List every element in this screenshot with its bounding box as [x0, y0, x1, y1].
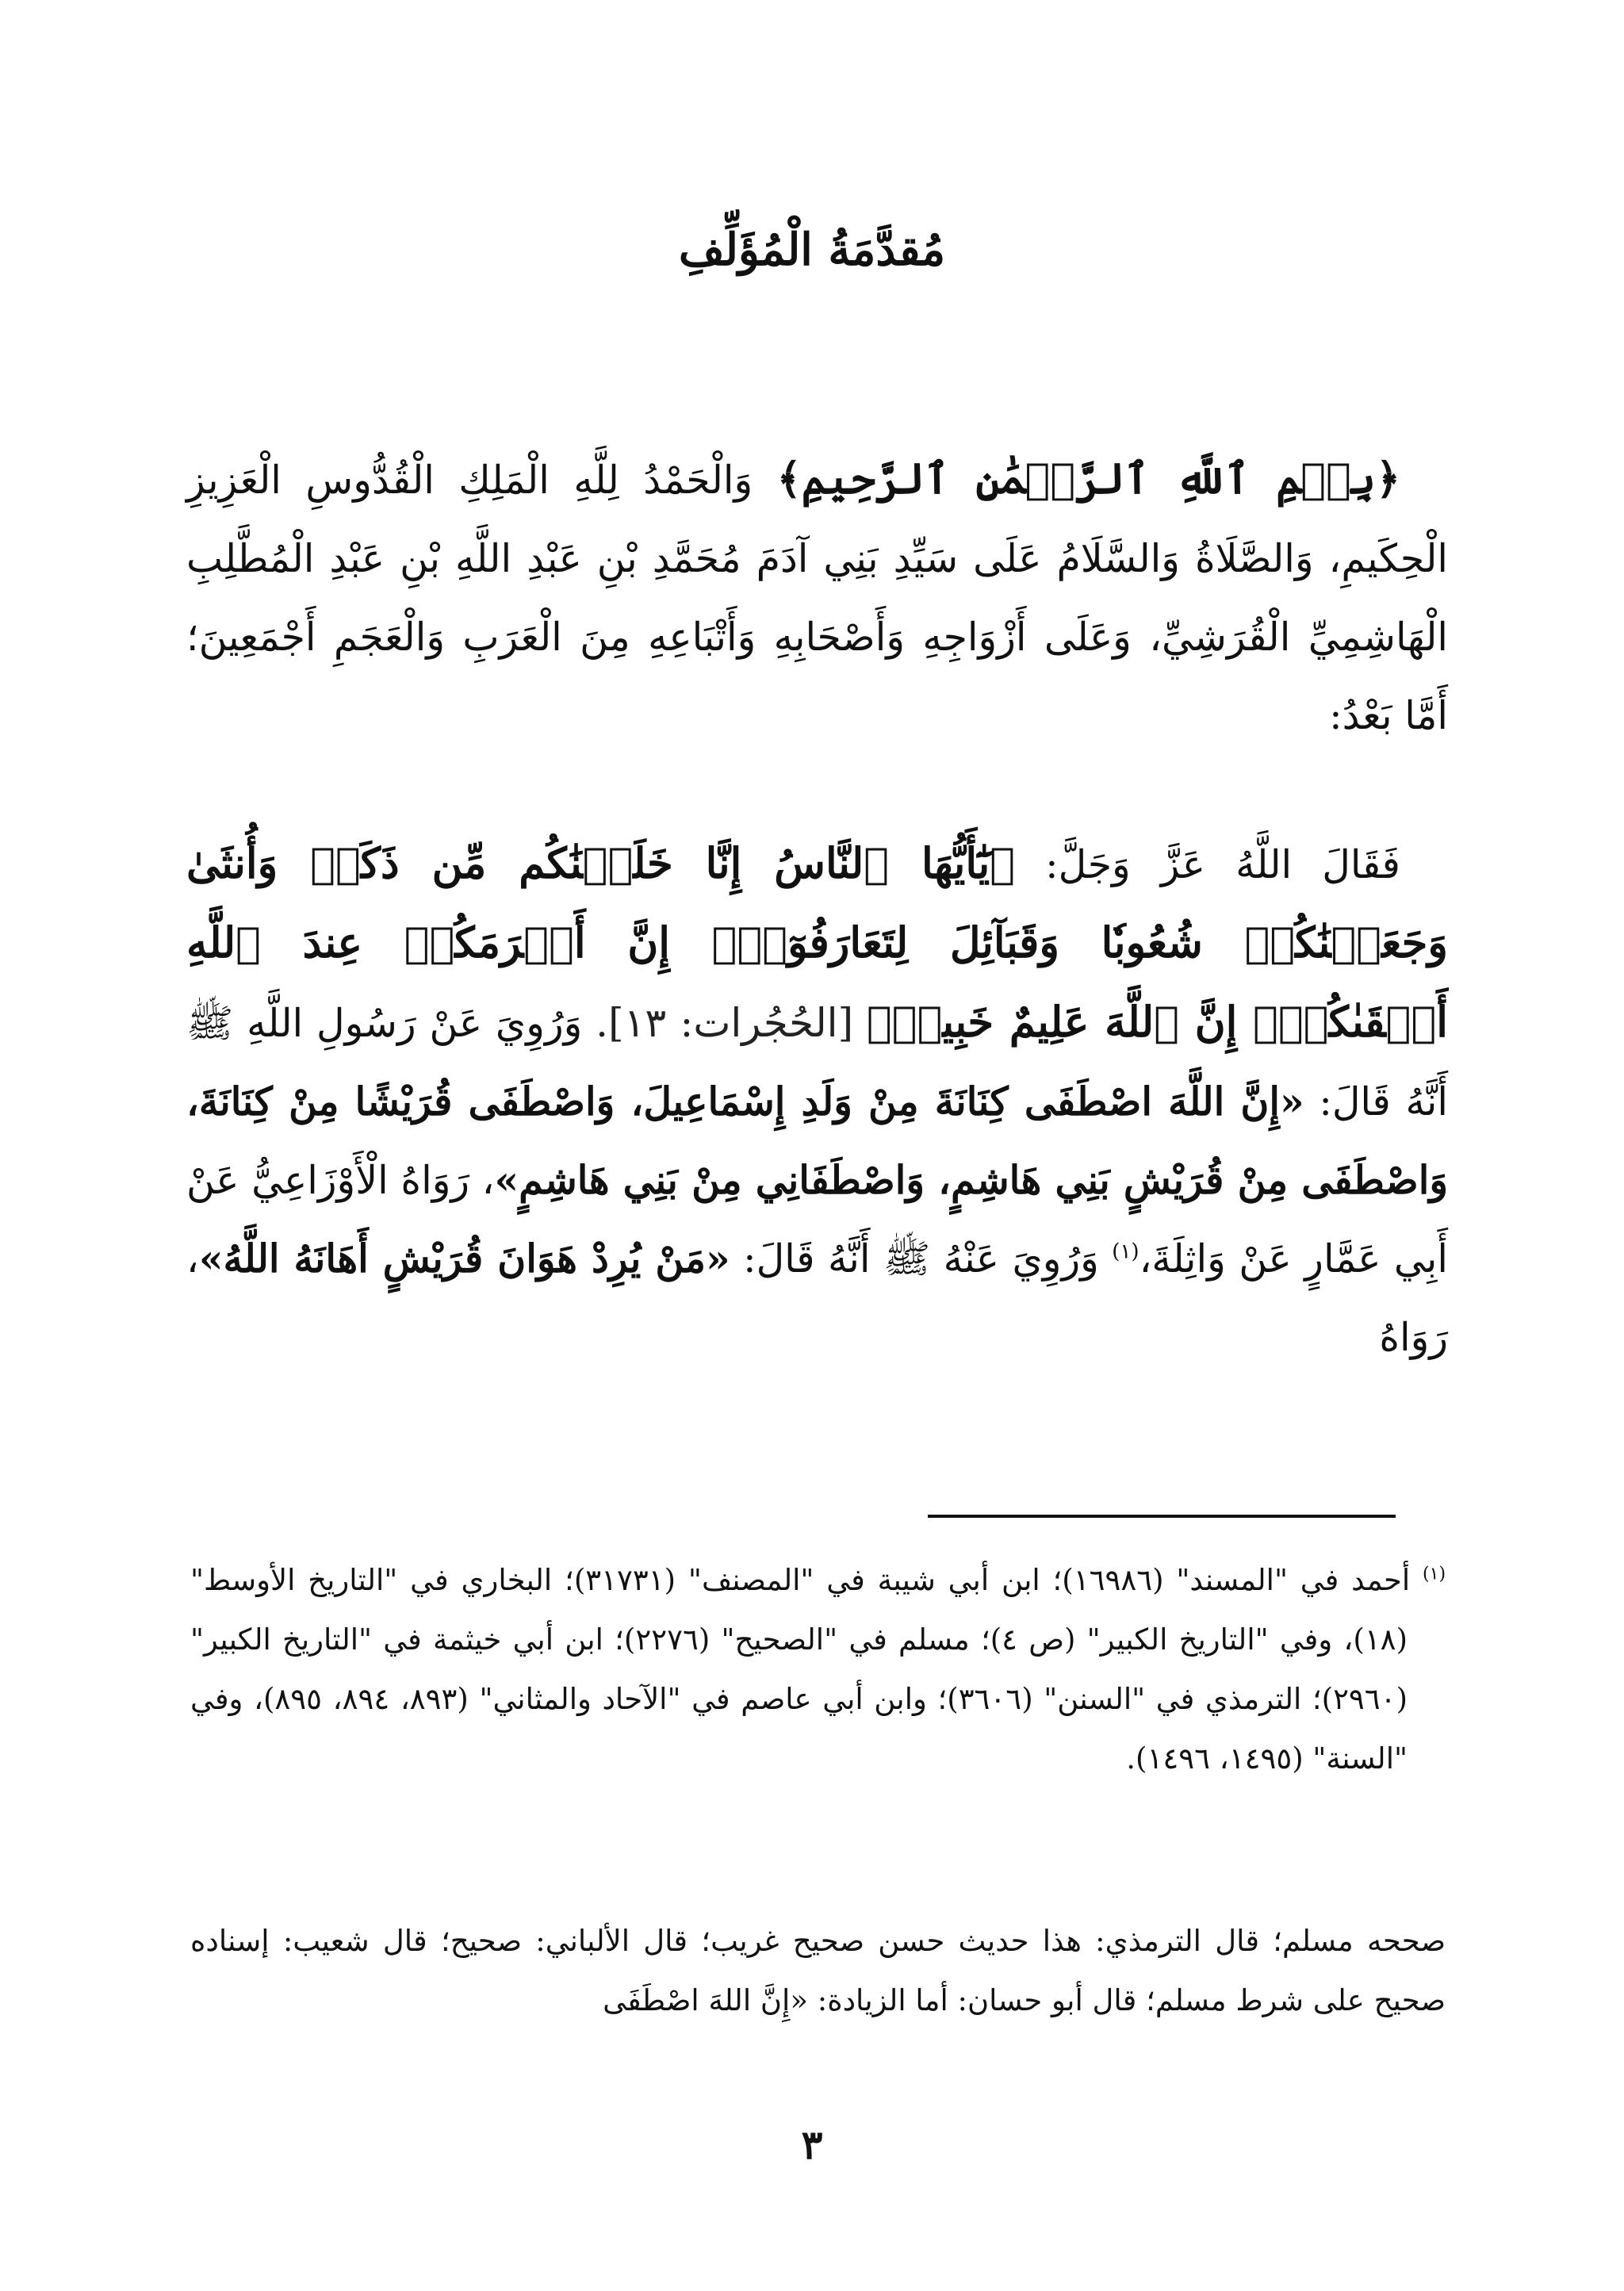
footnote-1 [190, 1550, 1446, 1788]
footnote-1-number: (١) [1423, 1564, 1446, 1584]
hadith1-narration: ، رَوَاهُ الْأَوْزَاعِيُّ عَنْ أَبِي عَمَّارٍ عَنْ وَاثِلَةَ، [186, 1158, 1449, 1282]
page-title: مُقدَّمَةُ الْمُؤَلِّفِ [678, 224, 946, 276]
hadith2-intro: وَرُوِيَ عَنْهُ ﷺ أَنَّهُ قَالَ: [743, 1236, 1099, 1282]
verse-lead: فَقَالَ اللَّهُ عَزَّ وَجَلَّ: [1045, 842, 1400, 887]
quran-verse: ﴿يَٰٓأَيُّهَا ٱلنَّاسُ إِنَّا خَلَقۡنَٰكُم مِّن ذَكَرٖ وَأُنثَىٰ وَجَعَلۡنَٰكُمۡ شُعُوبٗا وَقَبَآئِلَ لِتَعَارَفُوٓاْۚ إِنَّ أَكۡرَمَكُمۡ عِندَ ٱللَّهِ أَتۡقَىٰكُمۡۚ إِنَّ ٱللَّهَ عَلِيمٌ خَبِيرٞ﴾ [186, 839, 1448, 1047]
footnote-reference[interactable]: (١) [1112, 1239, 1139, 1264]
footnote-1-text: أحمد في "المسند" (١٦٩٨٦)؛ ابن أبي شيبة في "المصنف" (٣١٧٣١)؛ البخاري في "التاريخ الأوسط" (١٨)، وفي "التاريخ الكبير" (ص ٤)؛ مسلم في "الصحيح" (٢٢٧٦)؛ ابن أبي خيثمة في "التاريخ الكبير" (٢٩٦٠)؛ الترمذي في "السنن" (٣٦٠٦)؛ وابن أبي عاصم في "الآحاد والمثاني" (٨٩٣، ٨٩٤، ٨٩٥)، وفي "السنة" (١٤٩٥، ١٤٩٦). [190, 1563, 1411, 1776]
footnote-continuation: صححه مسلم؛ قال الترمذي: هذا حديث حسن صحيح غريب؛ قال الألباني: صحيح؛ قال شعيب: إسناده صحيح على شرط مسلم؛ قال أبو حسان: أما الزيادة: «إِنَّ اللهَ اصْطَفَى [190, 1924, 1446, 2017]
page-number: ٣ [801, 2121, 823, 2168]
hadith1-intro: وَرُوِيَ عَنْ رَسُولِ اللَّهِ ﷺ أَنَّهُ قَالَ: [186, 1001, 1448, 1124]
footnote-divider [928, 1515, 1396, 1518]
intro-paragraph [186, 440, 1448, 755]
verse-reference: [الحُجُرات: ١٣]. [596, 1000, 854, 1046]
hadith2-tail: ، رَوَاهُ [186, 1236, 1448, 1360]
hadith1-text: «إِنَّ اللَّهَ اصْطَفَى كِنَانَةَ مِنْ وَلَدِ إِسْمَاعِيلَ، وَاصْطَفَى قُرَيْشًا مِنْ كِنَانَةَ، وَاصْطَفَى مِنْ قُرَيْشٍ بَنِي هَاشِمٍ، وَاصْطَفَانِي مِنْ بَنِي هَاشِمٍ» [186, 1078, 1448, 1203]
hadith2-text: «مَنْ يُرِدْ هَوَانَ قُرَيْشٍ أَهَانَهُ اللَّهُ» [198, 1236, 730, 1282]
main-paragraph [186, 825, 1448, 1377]
basmala: ﴿بِسۡمِ ٱللَّهِ ٱلرَّحۡمَٰنِ ٱلرَّحِيمِ﴾ [776, 454, 1401, 504]
intro-text: وَالْحَمْدُ لِلَّهِ الْمَلِكِ الْقُدُّوسِ الْعَزِيزِ الْحِكَيمِ، وَالصَّلَاةُ وَالسَّلَامُ عَلَى سَيِّدِ بَنِي آدَمَ مُحَمَّدِ بْنِ عَبْدِ اللَّهِ بْنِ عَبْدِ الْمُطَّلِبِ الْهَاشِمِيِّ الْقُرَشِيِّ، وَعَلَى أَزْوَاجِهِ وَأَصْحَابِهِ وَأَتْبَاعِهِ مِنَ الْعَرَبِ وَالْعَجَمِ أَجْمَعِينَ؛ أَمَّا بَعْدُ: [186, 458, 1448, 738]
